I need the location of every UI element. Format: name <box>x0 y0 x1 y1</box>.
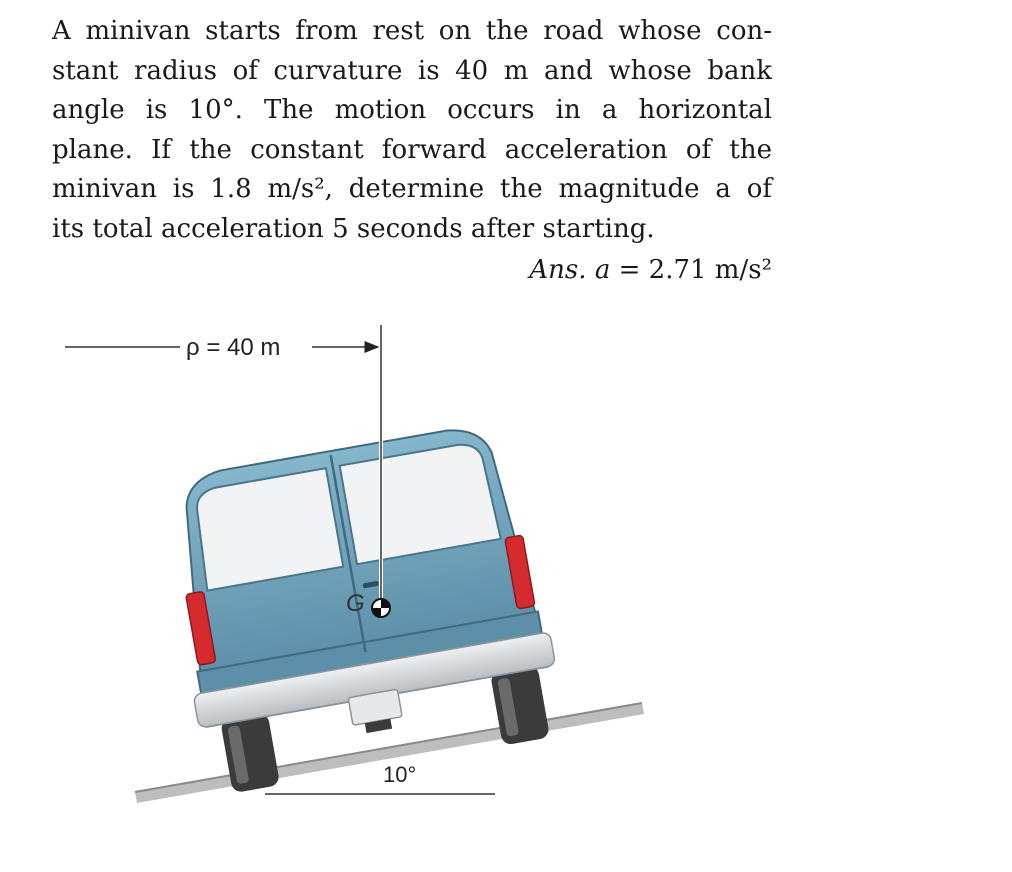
answer <box>529 252 772 288</box>
answer-value: 2.71 m/s² <box>648 255 772 285</box>
problem-line-2: stant radius of curvature is 40 m and whose bank <box>52 55 772 86</box>
problem-line-5: minivan is 1.8 m/s², determine the magnitude a of <box>52 174 772 204</box>
problem-line-1: A minivan starts from rest on the road whose con- <box>52 16 772 46</box>
bank-angle-label: 10° <box>383 762 417 787</box>
answer-prefix: Ans. <box>529 255 587 285</box>
minivan-figure <box>0 300 1012 868</box>
center-of-mass-label: G <box>346 590 365 617</box>
center-of-mass-symbol <box>372 599 390 617</box>
problem-statement <box>52 12 772 249</box>
problem-line-3: angle is 10°. The motion occurs in a horizontal <box>52 95 772 125</box>
minivan-diagram <box>0 300 1012 868</box>
problem-line-6: its total acceleration 5 seconds after starting. <box>52 213 655 244</box>
problem-line-4: plane. If the constant forward acceleration of the <box>52 134 772 165</box>
answer-equals: = <box>618 255 641 285</box>
radius-label: ρ = 40 m <box>186 334 281 361</box>
answer-variable: a <box>594 255 611 285</box>
